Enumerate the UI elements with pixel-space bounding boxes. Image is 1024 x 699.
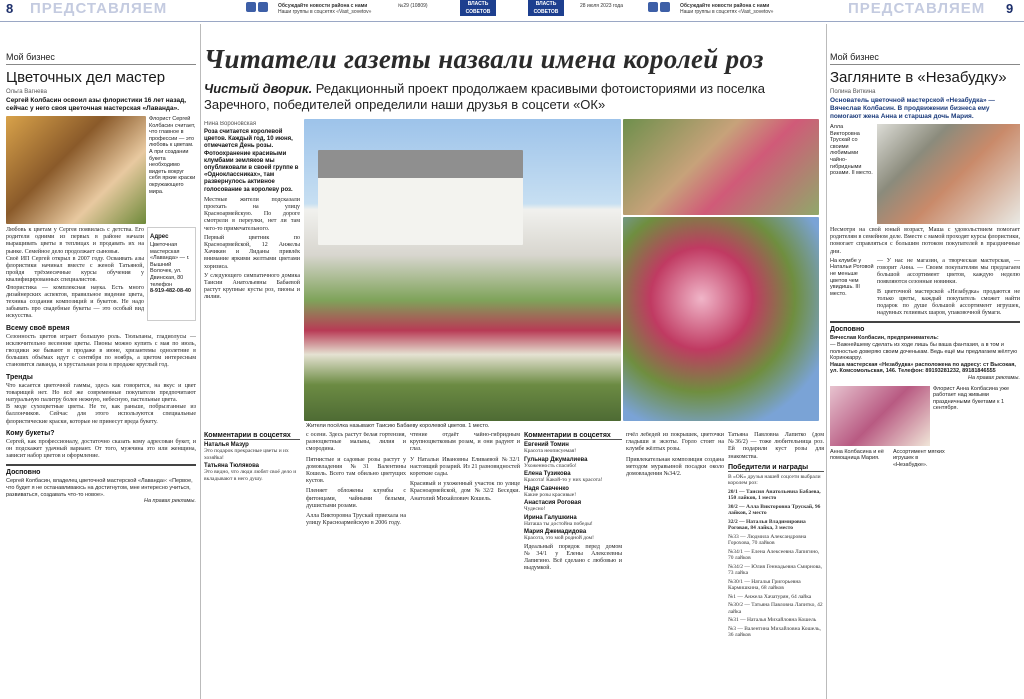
result-item: №33 — Людмила Александровна Горохова, 70 лайков [728, 533, 807, 547]
quote-box-text: Сергей Колбасин, владелец цветочной мастерской «Лаванда»: «Первое, что будет я не останавливаюсь на достигнутом, мне интересно учиться, развиваться, создавать что-то новое». [6, 478, 193, 498]
address-phone: 8-919-482-08-40 [150, 288, 191, 295]
newspaper-logo: ВЛАСТЬ СОВЕТОВ [528, 0, 564, 16]
social-icon [246, 2, 256, 12]
trusk-caption: Алла Викторовна Трускай со своими любимыми чайно-гибридными розами. II место. [830, 124, 873, 177]
comment-text: Красота неописуемая! [524, 448, 577, 454]
quote-box [6, 464, 196, 504]
comment-text: Это видно, что люди любят своё дело и вкладывают в него душу. [204, 469, 297, 482]
center-body-4: с осени. Здесь растут белая гортензия, разноцветные мальвы, лилия и смородина. [306, 432, 406, 453]
result-item: 30/2 — Алла Викторовна Трускай, 96 лайков, 2 место [728, 503, 821, 517]
center-body-11: Идеальный порядок перед домом №34/1 у Елены Алексеевны Лапигино. Всё сделано с любовью и выдумкой. [524, 543, 622, 572]
center-body-5: Пятнистые и садовые розы растут у домовладения №31 Валентины Кошель. Всего там обильно цветущих кустов. [306, 456, 406, 485]
results-title: Победители и награды [728, 464, 824, 472]
rogovaya-caption: На клумбе у Натальи Роговой не меньше цветов чем увидишь. III место. [830, 257, 874, 297]
left-body-3: Флористика — комплексная наука. Есть много дизайнерских аспектов, правильное видение цвета, техника создания композиций и букетов. Не надо забывать про свадебные букеты — это особый вид искусства. [6, 284, 144, 320]
right-article [830, 52, 1020, 697]
social-icon [660, 2, 670, 12]
right-author: Полина Виткина [830, 89, 876, 95]
comment-text: Красота! Какой-то у них красота! [524, 477, 603, 483]
left-author: Ольга Вагнева [6, 89, 47, 95]
comments-title-2: Комментарии в соцсетях [524, 432, 622, 440]
left-article-title: Цветочных дел мастер [6, 69, 166, 86]
social-title: Обсуждайте новости района с нами [278, 3, 368, 9]
left-body-2: Своё ИП Сергей открыл в 2007 году. Осваивать азы флористики начинал вместе с женой Татьяной, пройдя трёхмесячные курсы обучения у квалифицированных специалистов. [6, 255, 144, 284]
result-item: №1 — Анжела Хачатурян, 64 лайка [728, 593, 812, 600]
advert-note: На правах рекламы. [143, 498, 196, 505]
left-body-7: Сергей, как профессионалу, достаточно сказать кому адресован букет, и он подскажет удачный вариант. От того, мужчина это или женщина, зависит набор цветов и оформление. [6, 438, 196, 460]
right-body-2: — У нас не магазин, а творческая мастерская, — говорит Анна. — Своим покупателям мы предлагаем большой ассортимент цветов, каждую неделю появляются сезонные новинки. [877, 257, 1020, 286]
address-title: Адрес [150, 234, 169, 240]
family-photo [877, 124, 1020, 224]
comments-title: Комментарии в соцсетях [204, 432, 300, 440]
center-lead: Роза считается королевой цветов. Каждый год, 10 июня, отмечается День розы. Фотоохранение красивыми клумбами земляков мы опубликовали в своей группе в «Одноклассниках», там развернулось активное голосование за королеву роз. [204, 129, 299, 193]
center-column-2 [306, 432, 406, 697]
quote-box-title: Досповно [6, 469, 41, 477]
left-body-1: Любовь к цветам у Сергея появилась с детства. Его родители одними из первых в районе начали выращивать цветы в теплицах и продавать их на рынке. Семейное дело продолжает сыновья. [6, 227, 144, 255]
results-intro: В «ОК» друзья нашей соцсети выбрали королем роз: [728, 473, 821, 487]
comment-text: Красота, это мой родной дом! [524, 535, 594, 541]
deck-text: Редакционный проект продолжаем красивыми фотоисториями из поселка Заречного, победителей определили наши друзья в соцсети «ОК» [204, 81, 766, 112]
right-quote-person: Вячеслав Колбасин, предприниматель: [830, 335, 939, 342]
center-body-3: У следующего симпатичного домика Таисии Анатольевны Бабаевой растут крупные кусты роз, пионы и лилии. [204, 272, 300, 301]
comment-text: Ухоженность спасибо! [524, 462, 577, 469]
left-subheading-1: Всему своё время [6, 324, 70, 332]
commenter-name: Надя Савченко [524, 485, 569, 492]
left-photo-caption: Флорист Сергей Колбасин считает, что главное в профессии — это любовь к цветам. А при создании букета необходимо видеть вокруг себя яркие краски окружающего мира. [149, 116, 196, 195]
social-title: Обсуждайте новости района с нами [680, 3, 770, 9]
result-item: №3 — Валентина Михайловна Кошель, 36 лайков [728, 625, 821, 639]
left-body-6: В моде сухоцветные цветы. Не те, как раньше, побрызганные из баллончиков. Сейчас для этого используются специальные флористические краски, которые не принесут вреда букету. [6, 404, 196, 425]
center-body-1: Местные жители подсказали проехать на улицу Красноармейскую. По дороге смотрели в переулки, нет ли там чего-то примечательного. [204, 196, 300, 232]
result-item: №30/1 — Наталья Григорьевна Кармишкина, 68 лайков [728, 578, 801, 592]
issue-number: №29 (10809) [398, 3, 428, 9]
left-body-4: Сезонность цветов играет большую роль. Тюльпаны, гладиолусы — исключительно весенние цветы. Пионы можно купить с мая по июль, гвоздики же бывают в продаже в июне, хризантемы однолетние в больших объёмах идут с сентября по ноябрь, а цветом интересным становится лаванда, и хрустальная роза в продаже круглый год. [6, 333, 196, 369]
center-body-12: пчёл лебедей из покрышек, цветочки гладыши и экзоты. Горло стоит на клумбе жёлтых розы. [626, 432, 724, 453]
right-caption-1: Анна Колбасина и её помощница Мария. [830, 448, 884, 462]
winner-text: Татьяна Павловна Лапитко (дом №36/2) — тоже любительница роз. Ей подарили куст розы для знакомства. [728, 432, 824, 460]
commenter-name: Гульнар Джумалиева [524, 456, 588, 463]
rose-owner-photo [623, 119, 819, 215]
left-rubric: Мой бизнес [6, 52, 196, 65]
result-item: 32/2 — Наталья Владимировна Роговая, 84 лайка, 3 место [728, 518, 806, 532]
right-page-number: 9 [1006, 1, 1014, 16]
center-column-3 [410, 432, 520, 697]
right-quote-box [830, 321, 1020, 381]
commenter-name: Евгений Томин [524, 442, 569, 448]
comments-block-1 [204, 432, 300, 697]
commenter-name: Мария Джемадидова [524, 529, 587, 535]
result-item: №30/2 — Татьяна Павловна Лапитко, 42 лайка [728, 602, 823, 615]
rose-garden-photo [623, 217, 819, 421]
florist-photo [6, 116, 146, 224]
house-illustration [318, 150, 523, 245]
center-author: Нина Вороновская [204, 121, 257, 127]
comments-block-2 [524, 432, 622, 697]
left-article [6, 52, 196, 697]
comment-text: Чудесно! [524, 506, 546, 512]
social-subtitle: Наши группы в соцсетях «Vast_sovetov» [278, 9, 372, 15]
right-body-3: В цветочной мастерской «Незабудка» продаются не только цветы, каждый покупатель сможет найти подарок по душе большой ассортимент игрушек, надувных гелиевых шаров, упаковочной бумаги. [877, 288, 1020, 317]
social-icon [648, 2, 658, 12]
florist-at-work-photo [830, 386, 930, 446]
comment-text: Наташа ты достойна победы! [524, 520, 593, 527]
address-text: Цветочная мастерская «Лаванда» — г. Вышний Волочек, ул. Двинская, 80 телефон [150, 242, 190, 288]
center-body-9: У Натальи Ивановны Еливаевой №32/1 настоящий розарий. Из 21 разновидностей короткие сады. [410, 456, 520, 478]
right-article-title: Загляните в «Незабудку» [830, 69, 1007, 86]
center-column-5 [626, 432, 724, 697]
result-item: №34/1 — Елена Алексеевна Лапигино, 70 лайков [728, 548, 820, 562]
results-block [728, 432, 824, 697]
center-body-7: Алла Викторовна Трускай приехала на улицу Красноармейскую в 2006 году. [306, 513, 406, 527]
result-item: №31 — Наталья Михайловна Кошель [728, 617, 817, 624]
left-lead: Сергей Колбасин освоил азы флористики 16 лет назад, сейчас у него своя цветочная мастерская «Лаванда». [6, 97, 187, 112]
right-body-1: Несмотря на свой юный возраст, Маша с удовольствием помогает родителям в семейном деле. Вместе с мамой проходят курсы флористики, помогает справляться с большим потоком покупателей в праздничные дни. [830, 227, 1020, 255]
left-subheading-2: Тренды [6, 373, 33, 381]
deck-bold: Чистый дворик. [204, 81, 313, 96]
newspaper-logo: ВЛАСТЬ СОВЕТОВ [460, 0, 496, 16]
left-page-number: 8 [6, 1, 14, 16]
center-body-6: Пленяет обложены клумбы с фитонцами, чайными белыми, душистыми розами. [306, 488, 406, 509]
main-headline: Читатели газеты назвали имена королей роз [204, 44, 764, 74]
commenter-name: Ирина Галушкина [524, 514, 577, 521]
right-section-title: ПРЕДСТАВЛЯЕМ [848, 0, 986, 17]
center-body-13: Привлекательная композиция создана методом муравьиной посадки около домовладения №34/2. [626, 456, 724, 478]
commenter-name: Наталья Мазур [204, 442, 249, 448]
commenter-name: Елена Тузикова [524, 471, 571, 477]
result-item: 20/1 — Таисия Анатольевна Бабаева, 150 лайков, 1 место [728, 488, 821, 502]
right-quote-title: Досповно [830, 326, 865, 334]
center-body-8: чтение отдаёт чайно-гибридным крупноцветковым розам, и они радуют и глаз. [410, 432, 520, 453]
left-body-5: Что касается цветочной гаммы, здесь как говорится, на вкус и цвет товарищей нет. Но всё же современные покупатели предпочитают натуральную палитру более нежную, небесную, пастельные цвета. [6, 382, 196, 404]
left-subheading-3: Кому букеты? [6, 429, 55, 437]
right-address: Наша мастерская «Незабудка» расположена по адресу: ст Высокая, ул. Комсомольская, 146. Телефон: 89193281232, 89181846555 [830, 361, 1016, 375]
right-lead: Основатель цветочной мастерской «Незабудка» — Вячеслав Колбасин. В продвижении бизнеса ему помогают жена Анна и старшая дочь Мария. [830, 97, 995, 120]
right-caption-2: Флорист Анна Колбасина уже работает над живыми праздничными букетами к 1 сентября. [933, 385, 1010, 412]
center-body-10: Красивый и ухоженный участок по улице Красноармейской, дом №32/2 Беседки. Анатолий Михайлович Кошель. [410, 481, 520, 502]
commenter-name: Татьяна Тюлякова [204, 463, 260, 469]
comment-text: Какие розы красивые! [524, 491, 577, 498]
left-section-title: ПРЕДСТАВЛЯЕМ [30, 0, 168, 17]
main-deck [204, 81, 824, 113]
commenter-name: Анастасия Роговая [524, 500, 582, 506]
right-quote-text: — Важнейшему сделать из ходе лишь бы ваша фантазия, а в том и полностью доверяю своим доченькам. Ведь ещё мы предлагаем жёлтую Коринжарру. [830, 342, 1018, 362]
social-icon [258, 2, 268, 12]
social-subtitle: Наши группы в соцсетях «Vast_sovetov» [680, 9, 774, 15]
result-item: №34/2 — Юлия Геннадьевна Смирнова, 73 лайка [728, 563, 822, 577]
right-caption-3: Ассортимент мягких игрушек в «Незабудке». [893, 448, 945, 468]
issue-date: 28 июля 2023 года [580, 3, 623, 9]
page-header [0, 0, 1024, 22]
center-body-2: Первый цветник по Красноармейской, 12 Анжелы Хачикян и Лиданы привлёк внимание яркими желтыми цветами хоризиса. [204, 234, 300, 270]
right-rubric: Мой бизнес [830, 52, 1020, 65]
comment-text: Это подарок прекрасные цветы и их хозяйка! [204, 448, 289, 461]
main-photo-caption: Жители посёлка называют Таисию Бабаеву королевой цветов. 1 место. [306, 423, 490, 429]
right-advert-note: На правах рекламы. [967, 375, 1020, 381]
